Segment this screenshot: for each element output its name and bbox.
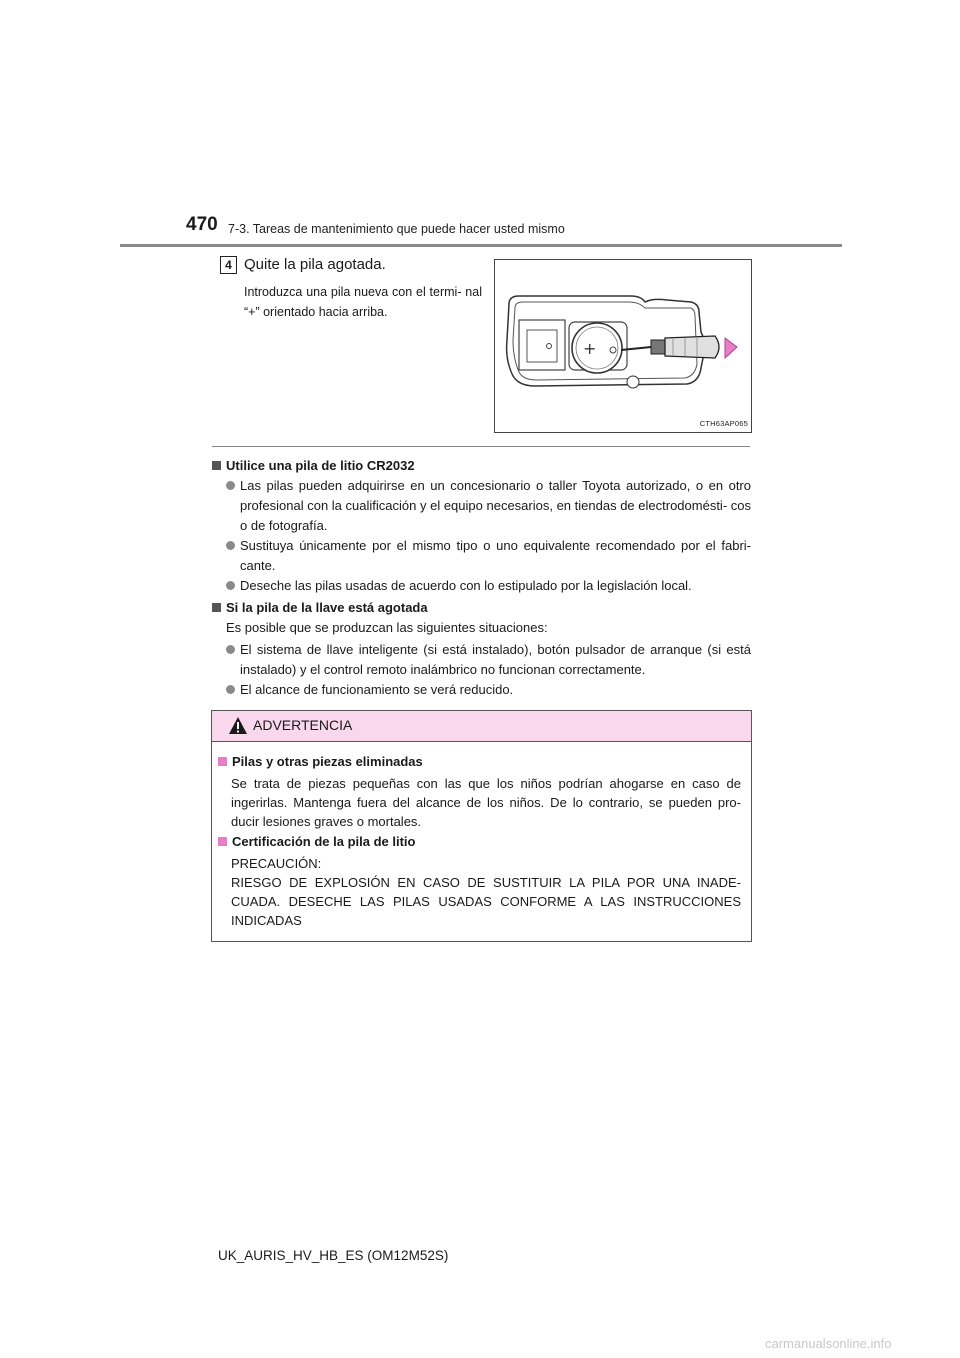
section-title: 7-3. Tareas de mantenimiento que puede hacer usted mismo (228, 222, 565, 236)
battery-removal-figure (494, 259, 752, 433)
warning-header (212, 711, 751, 742)
list-item: Las pilas pueden adquirirse en un concesionario o taller Toyota autorizado, o en otro profesional con la cualificación y el equipo necesarios, en tiendas de electrodomésti- cos o de fotografía. (226, 476, 751, 536)
round-bullet-icon (226, 581, 235, 590)
figure-code: CTH63AP065 (699, 419, 748, 428)
round-bullet-icon (226, 541, 235, 550)
key-battery-illustration (495, 260, 751, 432)
step-description: Introduzca una pila nueva con el termi- nal “+” orientado hacia arriba. (244, 285, 482, 319)
list-item: Sustituya únicamente por el mismo tipo o uno equivalente recomendado por el fabri- cante. (226, 536, 751, 576)
watermark: carmanualsonline.info (765, 1336, 892, 1351)
step-title: Quite la pila agotada. (244, 256, 386, 273)
square-bullet-icon (218, 837, 227, 846)
round-bullet-icon (226, 481, 235, 490)
section-heading-battery-type: Utilice una pila de litio CR2032 (212, 456, 415, 476)
round-bullet-icon (226, 685, 235, 694)
key-ring-knob (627, 376, 639, 388)
list-item: El alcance de funcionamiento se verá reducido. (226, 680, 751, 700)
warning-title: ADVERTENCIA (253, 717, 353, 733)
warning-text-small-parts: Se trata de piezas pequeñas con las que los niños podrían ahogarse en caso de ingerirlas. Mantenga fuera del alcance de los niños. De lo contrario, se pueden pro- ducir lesiones graves o mortales. (231, 776, 741, 829)
battery-plus-sign: + (583, 339, 597, 358)
round-bullet-icon (226, 645, 235, 654)
section-heading-battery-depleted: Si la pila de la llave está agotada (212, 598, 428, 618)
square-bullet-icon (212, 603, 221, 612)
direction-arrow-icon (725, 338, 737, 358)
document-code: UK_AURIS_HV_HB_ES (OM12M52S) (218, 1248, 449, 1263)
warning-heading-small-parts: Pilas y otras piezas eliminadas (218, 752, 423, 772)
list-item: Deseche las pilas usadas de acuerdo con lo estipulado por la legislación local. (226, 576, 751, 596)
warning-box (211, 710, 752, 942)
warning-triangle-icon (228, 716, 248, 735)
screwdriver-collar (651, 340, 665, 354)
square-bullet-icon (212, 461, 221, 470)
page-number: 470 (186, 214, 218, 235)
warning-heading-lithium: Certificación de la pila de litio (218, 832, 416, 852)
square-bullet-icon (218, 757, 227, 766)
step-number-badge: 4 (220, 256, 237, 274)
list-item: El sistema de llave inteligente (si está instalado), botón pulsador de arranque (si está instalado) y el control remoto inalámbrico no funcionan correctamente. (226, 640, 751, 680)
warning-text-lithium: RIESGO DE EXPLOSIÓN EN CASO DE SUSTITUIR LA PILA POR UNA INADE- CUADA. DESECHE LAS PILAS USADAS CONFORME A LAS INSTRUCCIONES INDICADAS (231, 875, 741, 928)
section-rule (212, 446, 750, 447)
section-intro: Es posible que se produzcan las siguientes situaciones: (226, 620, 548, 635)
header-rule (120, 244, 842, 247)
warning-label-caution: PRECAUCIÓN: (231, 856, 322, 871)
